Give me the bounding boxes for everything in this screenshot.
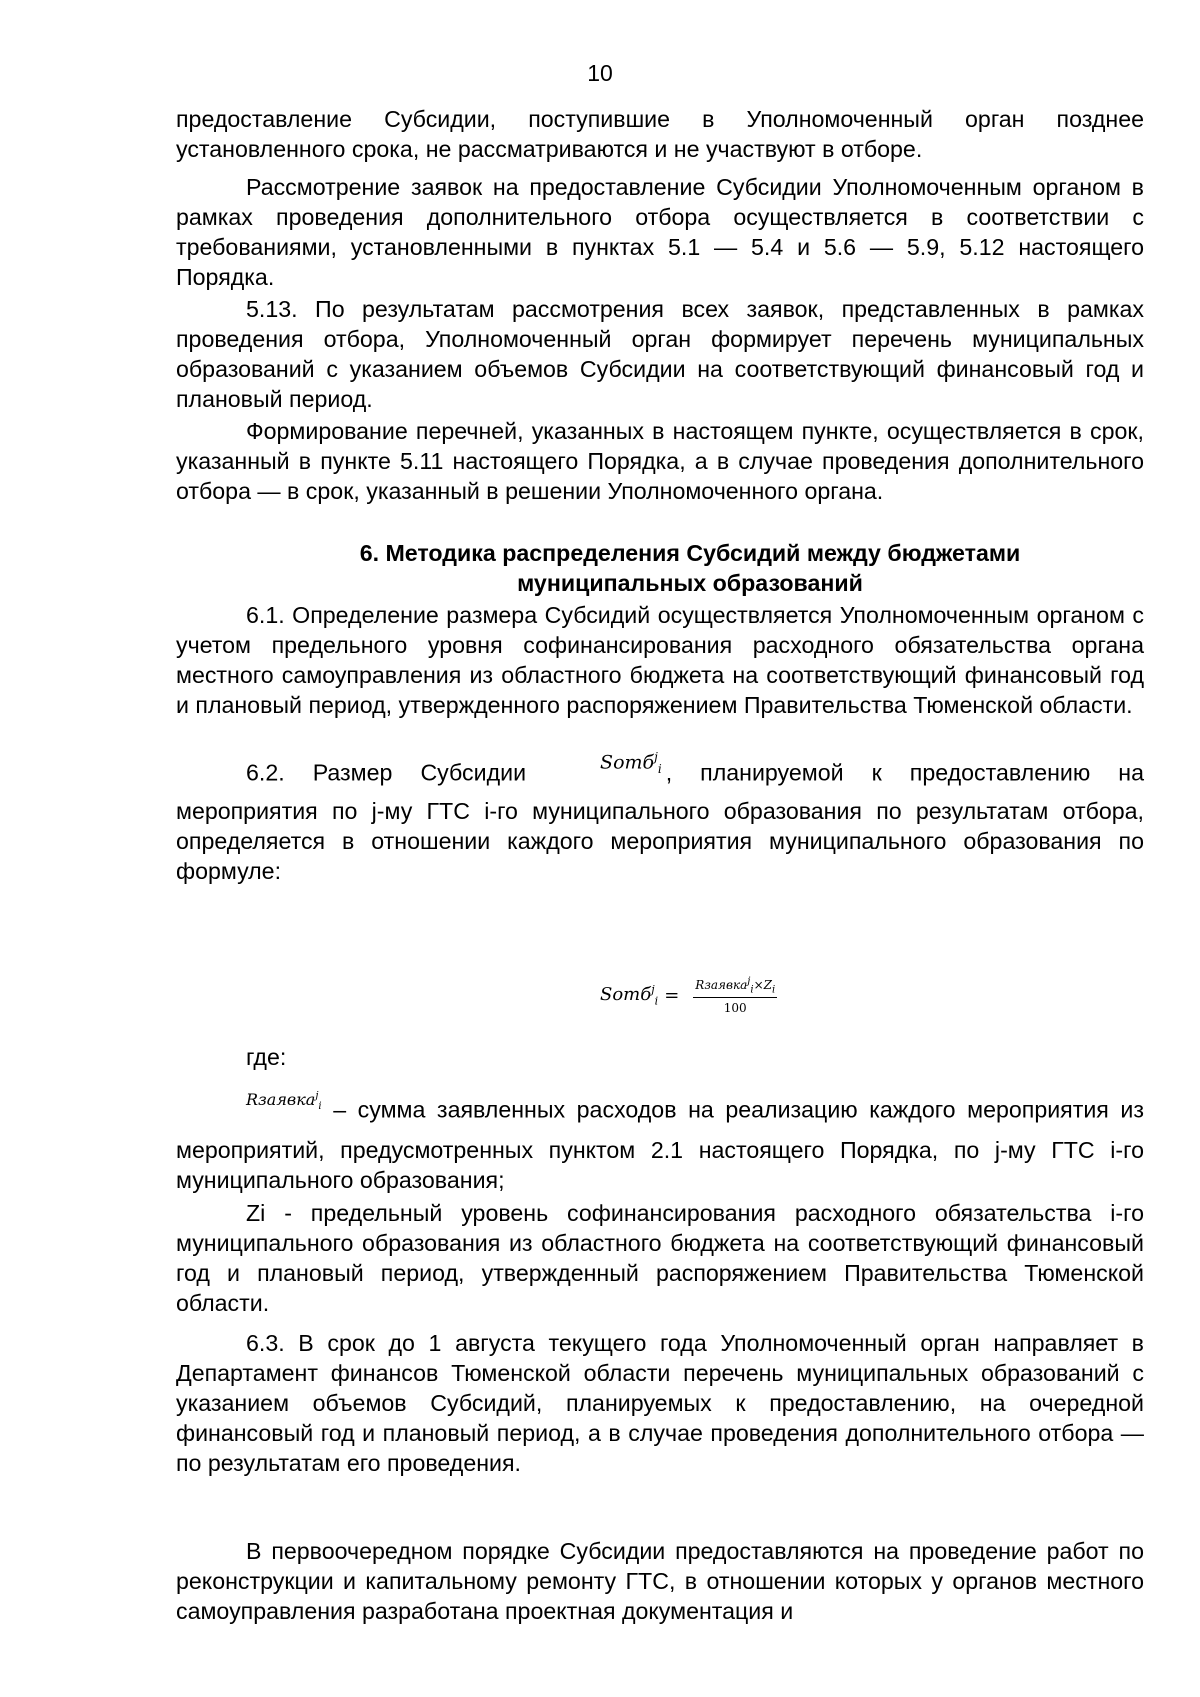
page-number: 10 [587,60,613,86]
paragraph-formation: Формирование перечней, указанных в настоящем пункте, осуществляется в срок, указанный в пункте 5.11 настоящего Порядка, а в случае проведения дополнительного отбора — в срок, указанный в решении Уполномоченного органа. [176,418,1144,504]
formula-numerator: $Rзаявка^j_i\times Z_i$ [693,976,777,998]
formula-lhs: Sотб$^j_i$ [600,983,659,1008]
paragraph-block-6-1 [176,600,1144,720]
paragraph-block-6-3 [176,1328,1144,1478]
paragraph-block-priority [176,1536,1144,1626]
paragraph-1: предоставление Субсидии, поступившие в Уполномоченный орган позднее установленного срока, не рассматриваются и не участвуют в отборе. [176,106,1144,162]
formula-fraction [693,976,777,1015]
rzayavka-symbol: Rзаявкаji [246,1090,322,1113]
paragraph-6-2-end: , планируемой к предоставлению на мероприятия по j-му ГТС i-го муниципального образования по результатам отбора, определяется в отношении каждого мероприятия муниципального образования по формуле: [176,759,1144,885]
paragraph-block-zi [176,1198,1144,1318]
paragraph-block-2 [176,172,1144,292]
section-heading-line-2: муниципальных образований [517,570,863,596]
sotb-symbol: Sотб$^j_i$ [600,750,662,777]
paragraph-priority: В первоочередном порядке Субсидии предоставляются на проведение работ по реконструкции и капитальному ремонту ГТС, в отношении которых у органов местного самоуправления разработана проектная документация и [176,1538,1144,1624]
where-block [176,1042,1144,1072]
formula-sotb [600,976,777,1015]
paragraph-6-3: 6.3. В срок до 1 августа текущего года Уполномоченный орган направляет в Департамент финансов Тюменской области перечень муниципальных образований с указанием объемов Субсидий, планируемых к предоставлению, на очередной финансовый год и плановый период, а в случае проведения дополнительного отбора — по результатам его проведения. [176,1330,1144,1476]
paragraph-5-13: 5.13. По результатам рассмотрения всех заявок, представленных в рамках проведения отбора, Уполномоченный орган формирует перечень муниципальных образований с указанием объемов Субсидии на соответствующий финансовый год и плановый период. [176,296,1144,412]
paragraph-6-1: 6.1. Определение размера Субсидий осуществляется Уполномоченным органом с учетом предельного уровня софинансирования расходного обязательства органа местного самоуправления из областного бюджета на соответствующий финансовый год и плановый период, утвержденного распоряжением Правительства Тюменской области. [176,602,1144,718]
formula-equals: = [664,985,680,1007]
paragraph-block-6-2 [176,750,1144,886]
section-heading-line-1: 6. Методика распределения Субсидий между бюджетами [359,540,1021,566]
paragraph-block-4 [176,416,1144,506]
where-label: где: [246,1044,287,1070]
formula-denominator: 100 [723,1001,747,1016]
paragraph-block-rzayavka [176,1090,1144,1195]
section-heading [176,538,1144,598]
paragraph-rzayavka [176,1090,1144,1195]
paragraph-2: Рассмотрение заявок на предоставление Субсидии Уполномоченным органом в рамках проведения дополнительного отбора осуществляется в соответствии с требованиями, установленными в пунктах 5.1 — 5.4 и 5.6 — 5.9, 5.12 настоящего Порядка. [176,174,1144,290]
rzayavka-definition: – сумма заявленных расходов на реализацию каждого мероприятия из мероприятий, предусмотренных пунктом 2.1 настоящего Порядка, по j-му ГТС i-го муниципального образования; [176,1096,1144,1193]
paragraph-6-2 [176,750,1144,886]
paragraph-zi: Zi - предельный уровень софинансирования расходного обязательства i-го муниципального образования из областного бюджета на соответствующий финансовый год и плановый период, утвержденный распоряжением Правительства Тюменской области. [176,1200,1144,1316]
paragraph-6-2-start: 6.2. Размер Субсидии [246,759,527,786]
paragraph-block-3 [176,294,1144,414]
paragraph-continuation [176,104,1144,164]
